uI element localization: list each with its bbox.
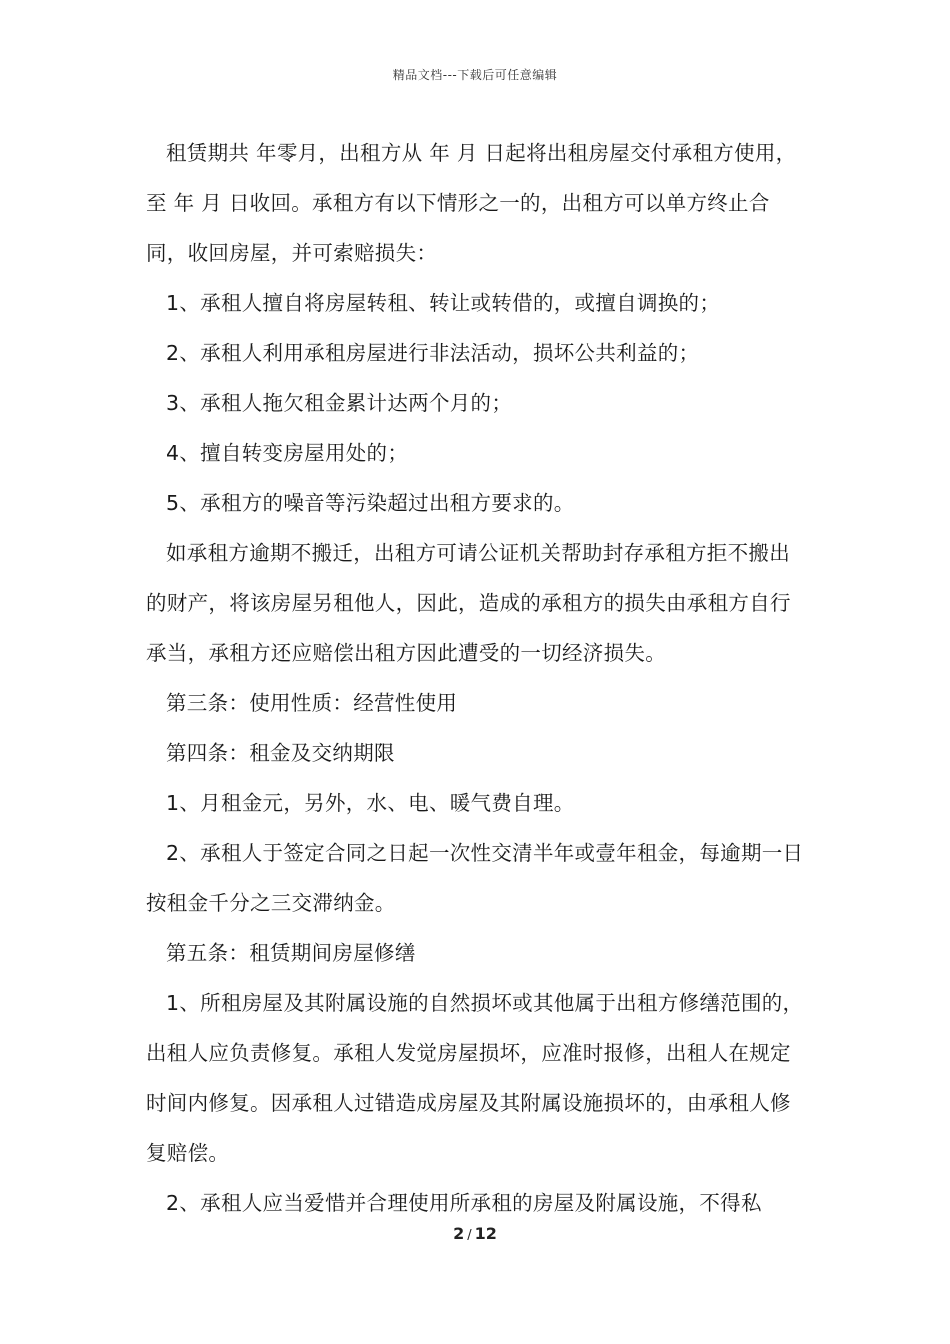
paragraph-item-arrears: 3、承租人拖欠租金累计达两个月的； (166, 391, 513, 415)
current-page: 2 (453, 1224, 465, 1243)
paragraph-monthly-rent: 1、月租金元，另外，水、电、暖气费自理。 (166, 791, 575, 815)
page-separator: / (467, 1228, 472, 1243)
paragraph-item-noise: 5、承租方的噪音等污染超过出租方要求的。 (166, 491, 575, 515)
article-four-heading: 第四条：租金及交纳期限 (166, 741, 395, 765)
page-header: 精品文档---下载后可任意编辑 (392, 68, 558, 82)
paragraph-item-sublet: 1、承租人擅自将房屋转租、转让或转借的，或擅自调换的； (166, 291, 721, 315)
total-pages: 12 (474, 1224, 497, 1243)
document-body (146, 128, 810, 1228)
paragraph-lease-term: 租赁期共 年零月，出租方从 年 月 日起将出租房屋交付承租方使用，至 年 月 日收回。承租方有以下情形之一的，出租方可以单方终止合同，收回房屋，并可索赔损失： (146, 141, 797, 265)
paragraph-item-usage: 4、擅自转变房屋用处的； (166, 441, 409, 465)
article-three-heading: 第三条：使用性质：经营性使用 (166, 691, 458, 715)
paragraph-overdue: 如承租方逾期不搬迁，出租方可请公证机关帮助封存承租方拒不搬出的财产，将该房屋另租他人，因此，造成的承租方的损失由承租方自行承当，承租方还应赔偿出租方因此遭受的一切经济损失。 (146, 541, 791, 665)
paragraph-item-illegal: 2、承租人利用承租房屋进行非法活动，损坏公共利益的； (166, 341, 700, 365)
page-number (0, 1224, 950, 1243)
paragraph-care-duty: 2、承租人应当爱惜并合理使用所承租的房屋及附属设施，不得私 (166, 1191, 762, 1215)
paragraph-repair-duty: 1、所租房屋及其附属设施的自然损坏或其他属于出租方修缮范围的，出租人应负责修复。承租人发觉房屋损坏，应准时报修，出租人在规定时间内修复。因承租人过错造成房屋及其附属设施损坏的，由承租人修复赔偿。 (146, 991, 804, 1165)
paragraph-payment: 2、承租人于签定合同之日起一次性交清半年或壹年租金，每逾期一日按租金千分之三交滞纳金。 (146, 841, 804, 915)
article-five-heading: 第五条：租赁期间房屋修缮 (166, 941, 416, 965)
